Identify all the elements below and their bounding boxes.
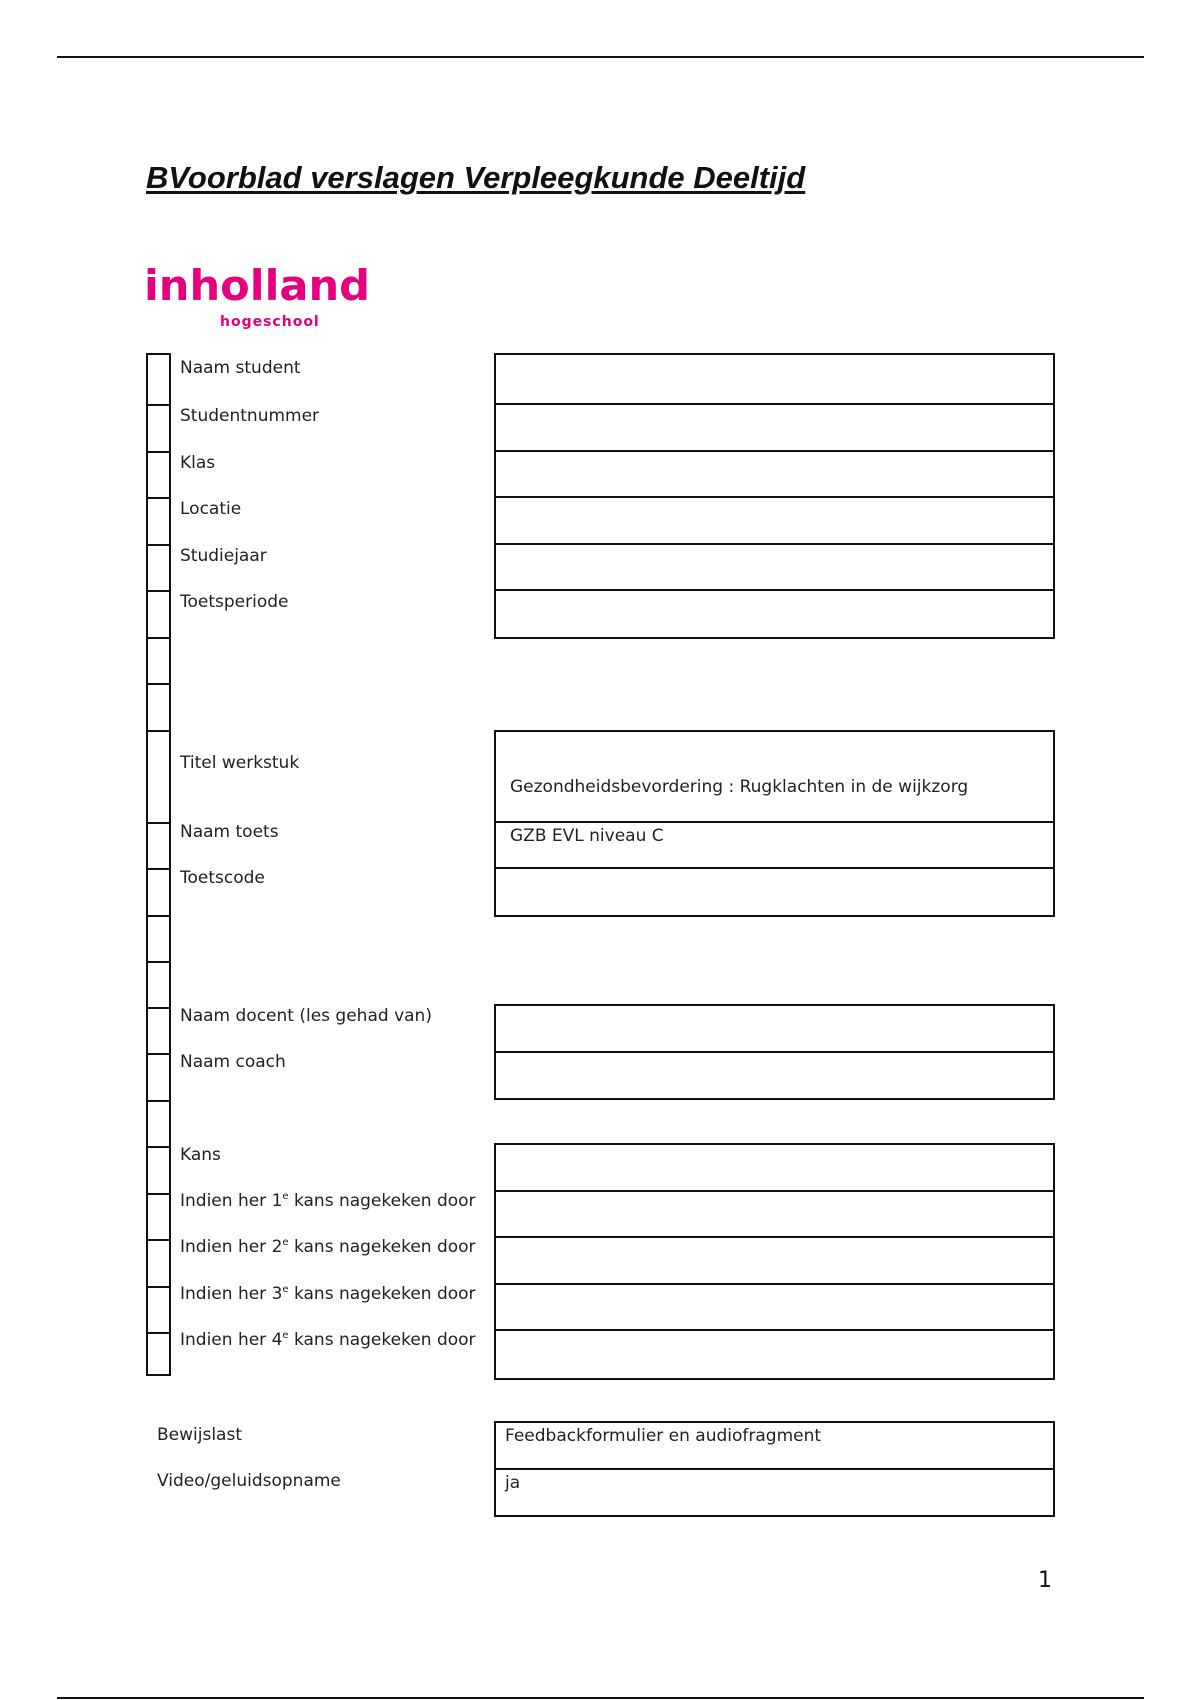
label-naam-student: Naam student [180,358,301,378]
field-kans[interactable] [496,1145,1053,1192]
label-klas: Klas [180,453,216,473]
label-titel-werkstuk: Titel werkstuk [180,753,300,773]
top-rule [57,56,1144,58]
field-naam-toets[interactable]: GZB EVL niveau C [496,823,1053,869]
label-her-4: Indien her 4e kans nagekeken door [180,1330,476,1350]
field-titel-werkstuk[interactable]: Gezondheidsbevordering : Rugklachten in de wijkzorg [496,732,1053,823]
field-toetsperiode[interactable] [496,591,1053,637]
attempt-fields-group [494,1143,1055,1380]
label-toetscode: Toetscode [180,868,265,888]
page-title: BVoorblad verslagen Verpleegkunde Deeltijd [146,160,806,195]
logo-wordmark: inholland [144,261,370,310]
field-her-4[interactable] [496,1331,1053,1378]
checkbox-column[interactable] [146,353,171,1376]
label-bewijslast: Bewijslast [157,1425,242,1445]
label-studentnummer: Studentnummer [180,406,320,426]
student-fields-group [494,353,1055,639]
field-studiejaar[interactable] [496,545,1053,591]
label-studiejaar: Studiejaar [180,546,267,566]
label-naam-toets: Naam toets [180,822,279,842]
field-naam-docent[interactable] [496,1006,1053,1053]
field-her-2[interactable] [496,1238,1053,1285]
label-locatie: Locatie [180,499,242,519]
label-naam-docent: Naam docent (les gehad van) [180,1006,432,1026]
field-toetscode[interactable] [496,869,1053,915]
field-studentnummer[interactable] [496,405,1053,452]
inholland-logo [144,256,384,336]
label-video-geluidsopname: Video/geluidsopname [157,1471,341,1491]
logo-tagline: hogeschool [220,314,320,330]
field-her-3[interactable] [496,1285,1053,1331]
field-bewijslast[interactable]: Feedbackformulier en audiofragment [496,1423,1053,1470]
label-naam-coach: Naam coach [180,1052,286,1072]
assignment-fields-group [494,730,1055,917]
evidence-fields-group [494,1421,1055,1517]
field-klas[interactable] [496,452,1053,498]
field-her-1[interactable] [496,1192,1053,1238]
label-kans: Kans [180,1145,221,1165]
staff-fields-group [494,1004,1055,1100]
field-naam-coach[interactable] [496,1053,1053,1098]
label-her-1: Indien her 1e kans nagekeken door [180,1191,476,1211]
field-naam-student[interactable] [496,355,1053,405]
page-number: 1 [1038,1568,1052,1593]
field-video-geluidsopname[interactable]: ja [505,1473,521,1493]
bottom-rule [57,1697,1144,1699]
field-locatie[interactable] [496,498,1053,545]
label-her-3: Indien her 3e kans nagekeken door [180,1284,476,1304]
label-toetsperiode: Toetsperiode [180,592,289,612]
label-her-2: Indien her 2e kans nagekeken door [180,1237,476,1257]
